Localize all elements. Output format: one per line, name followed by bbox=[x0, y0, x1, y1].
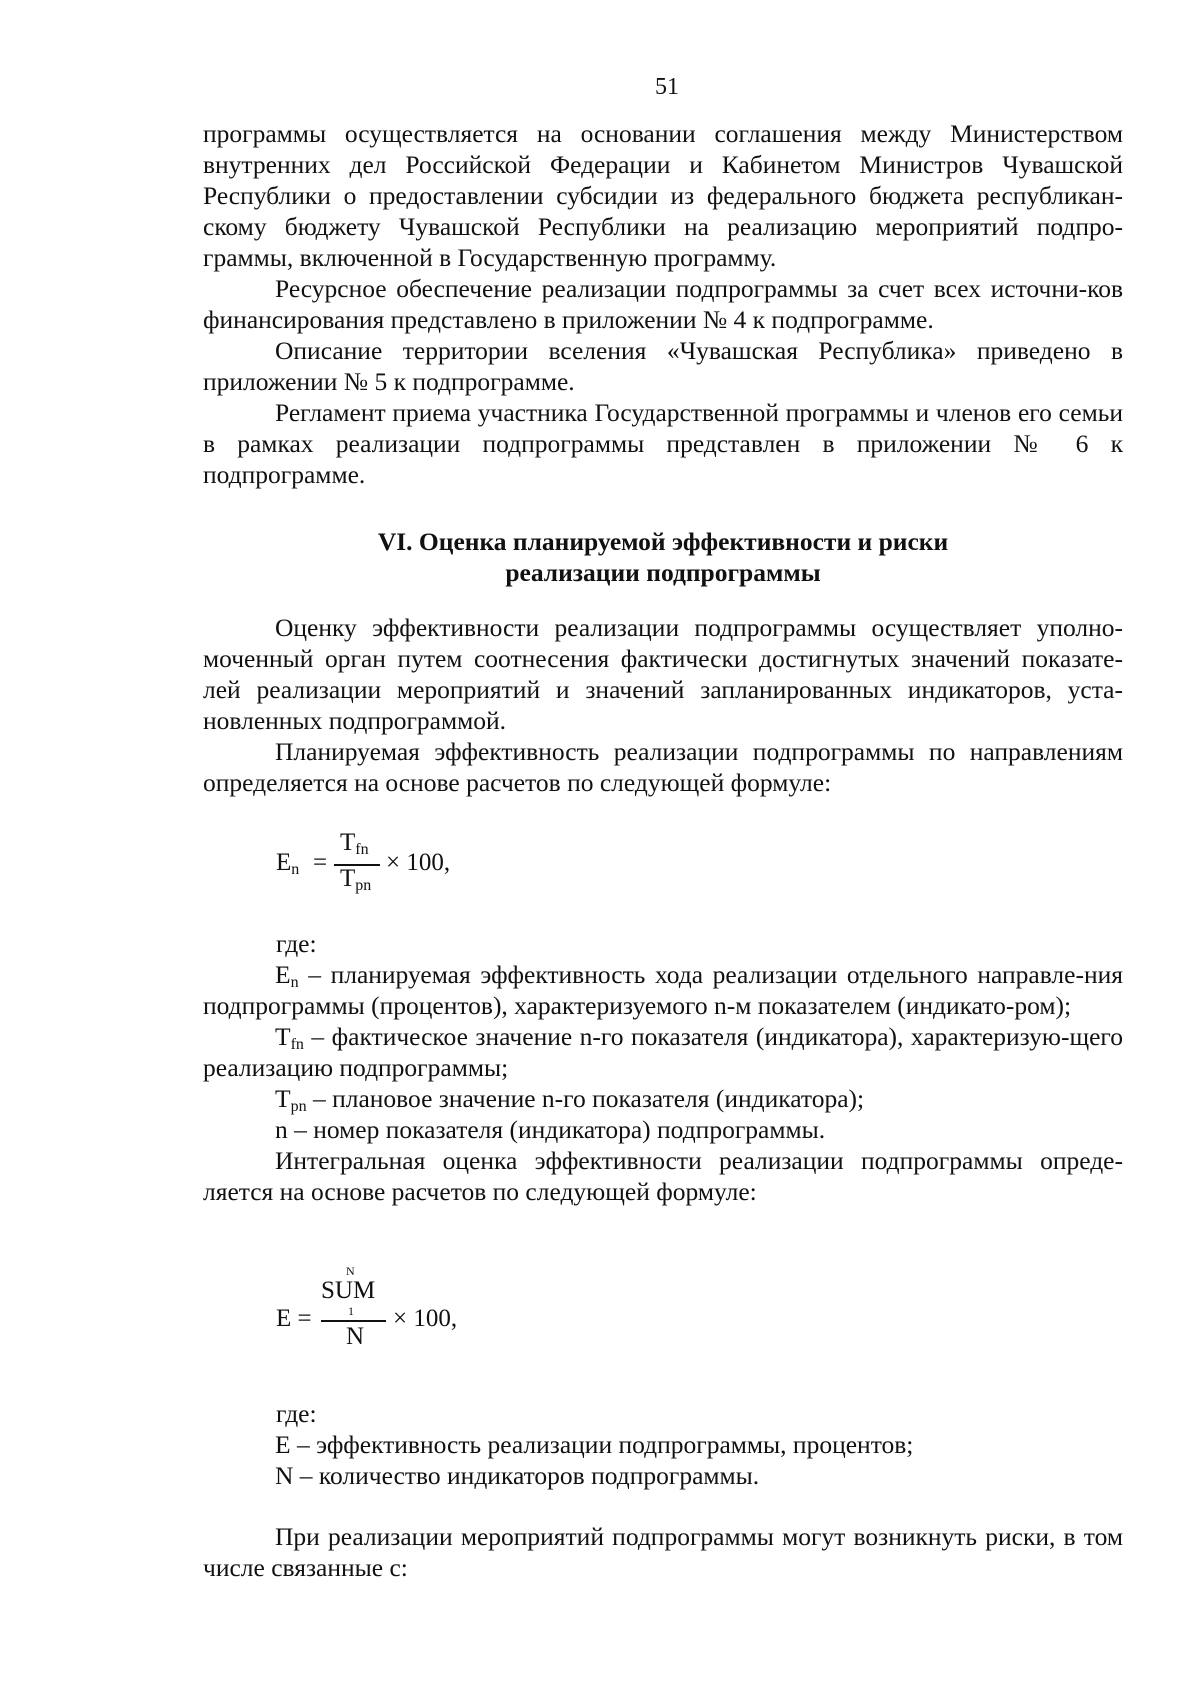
section-heading bbox=[203, 526, 1123, 588]
where-label-1: где: bbox=[276, 929, 317, 958]
formula2-sum-lower: 1 bbox=[348, 1304, 354, 1318]
intro-text bbox=[203, 118, 1123, 490]
formula2-multiplier: × 100, bbox=[393, 1305, 458, 1332]
definition-en: $E_n$ – планируемая эффективность хода реализации отдельного направле-ния подпрограммы (процентов), характеризуемого n-м показателем (индикато-ром); bbox=[203, 960, 1123, 1020]
definition-n: n – номер показателя (индикатора) подпрограммы. bbox=[275, 1115, 826, 1144]
paragraph-evaluation: Оценку эффективности реализации подпрограммы осуществляет уполно-моченный орган путем соотнесения фактически достигнутых значений показате-лей реализации мероприятий и значений запланированных индикаторов, уста-новленных подпрограммой. bbox=[203, 613, 1123, 735]
formula1-multiplier: × 100, bbox=[386, 849, 451, 876]
formula2-lhs: E = bbox=[276, 1305, 312, 1332]
definition-e: E – эффективность реализации подпрограммы, процентов; bbox=[275, 1430, 914, 1459]
formula1-numerator: $T_{fn}$ bbox=[340, 829, 369, 858]
formula-planned-efficiency bbox=[276, 828, 516, 898]
paragraph-continuation: программы осуществляется на основании соглашения между Министерством внутренних дел Российской Федерации и Кабинетом Министров Чувашской Республики о предоставлении субсидии из федерального бюджета республикан-скому бюджету Чувашской Республики на реализацию мероприятий подпро-граммы, включенной в Государственную программу. bbox=[203, 119, 1123, 272]
definition-N: N – количество индикаторов подпрограммы. bbox=[275, 1461, 760, 1490]
paragraph-resources: Ресурсное обеспечение реализации подпрограммы за счет всех источни-ков финансирования представлено в приложении № 4 к подпрограмме. bbox=[203, 274, 1123, 334]
paragraph-territory: Описание территории вселения «Чувашская Республика» приведено в приложении № 5 к подпрограмме. bbox=[203, 336, 1123, 396]
paragraph-risks: При реализации мероприятий подпрограммы могут возникнуть риски, в том числе связанные с: bbox=[203, 1522, 1123, 1582]
definition-tpn: $T_{pn}$ – плановое значение n-го показателя (индикатора); bbox=[275, 1084, 865, 1115]
section-heading-line2: реализации подпрограммы bbox=[505, 558, 821, 587]
where-label-2: где: bbox=[276, 1399, 317, 1428]
definitions-block-1 bbox=[203, 959, 1123, 1207]
formula-integral-efficiency bbox=[276, 1264, 516, 1374]
formula1-lhs: $E_n$ bbox=[276, 849, 300, 878]
risks-text bbox=[203, 1521, 1123, 1583]
definition-tfn: $T_{fn}$ – фактическое значение n-го показателя (индикатора), характеризую-щего реализацию подпрограммы; bbox=[203, 1022, 1123, 1082]
paragraph-integral: Интегральная оценка эффективности реализации подпрограммы опреде-ляется на основе расчетов по следующей формуле: bbox=[203, 1146, 1123, 1206]
formula2-sum: SUM bbox=[321, 1277, 376, 1304]
formula2-denominator: N bbox=[346, 1323, 365, 1350]
section-text bbox=[203, 612, 1123, 798]
page-number: 51 bbox=[655, 74, 679, 100]
definitions-block-2 bbox=[203, 1429, 1123, 1491]
paragraph-planned-efficiency: Планируемая эффективность реализации подпрограммы по направлениям определяется на основе расчетов по следующей формуле: bbox=[203, 737, 1123, 797]
formula1-equals: = bbox=[313, 849, 328, 876]
section-heading-line1: VI. Оценка планируемой эффективности и риски bbox=[377, 527, 949, 556]
formula2-sum-upper: N bbox=[346, 1264, 355, 1278]
paragraph-regulation: Регламент приема участника Государственной программы и членов его семьи в рамках реализации подпрограммы представлен в приложении № 6 к подпрограмме. bbox=[203, 398, 1123, 489]
formula1-denominator: $T_{pn}$ bbox=[340, 865, 372, 894]
